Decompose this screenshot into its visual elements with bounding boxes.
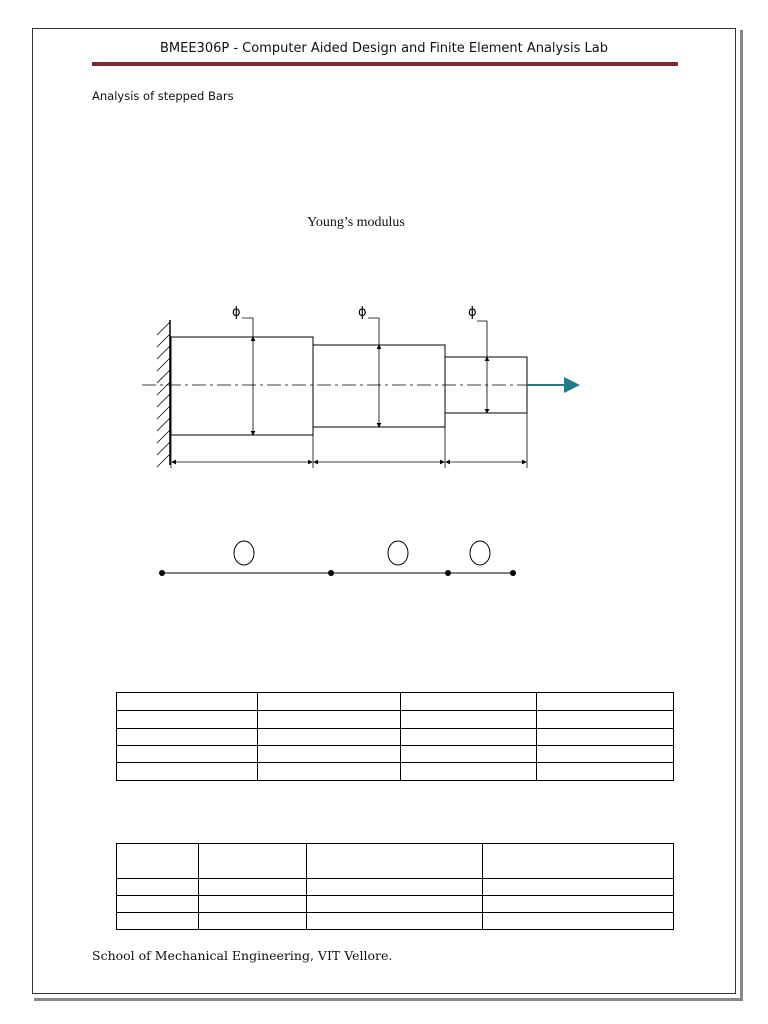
table-cell [117,729,258,746]
element-circle-2 [388,541,408,565]
results-table [116,843,674,930]
table-cell [537,746,674,763]
table-cell [401,693,537,711]
table-row [117,913,674,930]
table-cell [258,729,401,746]
table-cell [199,879,307,896]
table-row [117,746,674,763]
diameter-callout-3 [477,321,487,413]
node-1 [159,570,165,576]
diameter-symbol-3: ϕ [468,305,477,320]
table-cell [117,763,258,781]
table-cell [307,879,483,896]
table-cell [401,763,537,781]
diameter-symbol-1: ϕ [232,305,241,320]
table-cell [537,763,674,781]
table-cell [483,913,674,930]
table-cell [307,896,483,913]
table-cell [199,913,307,930]
footer-text: School of Mechanical Engineering, VIT Vellore. [92,948,393,963]
table-cell [401,729,537,746]
element-circle-3 [470,541,490,565]
table-cell [117,746,258,763]
node-2 [328,570,334,576]
node-4 [510,570,516,576]
length-dimensions [171,413,527,468]
fe-model [159,541,516,576]
table-cell [258,763,401,781]
table-cell [483,896,674,913]
fixed-support [157,320,170,467]
table-cell [537,711,674,729]
table-row [117,693,674,711]
table-cell [117,896,199,913]
table-cell [199,896,307,913]
header-title: BMEE306P - Computer Aided Design and Finite Element Analysis Lab [159,41,608,56]
table-row [117,879,674,896]
table-cell [117,879,199,896]
diameter-symbol-2: ϕ [358,305,367,320]
table-cell [401,746,537,763]
table-cell [117,693,258,711]
table-row [117,711,674,729]
diameter-callout-1 [242,318,253,435]
bar-segment-1 [171,337,313,435]
table-cell [258,746,401,763]
table-cell [483,879,674,896]
table-row [117,729,674,746]
table-cell [483,844,674,879]
table-cell [537,693,674,711]
table-cell [117,711,258,729]
table-cell [307,844,483,879]
table-cell [117,844,199,879]
element-circle-1 [234,541,254,565]
table-cell [117,913,199,930]
node-3 [445,570,451,576]
table-row [117,844,674,879]
section-title: Analysis of stepped Bars [92,89,234,103]
table-cell [199,844,307,879]
table-cell [537,729,674,746]
table-cell [401,711,537,729]
table-row [117,763,674,781]
properties-table [116,692,674,781]
table-row [117,896,674,913]
figure-caption: Young’s modulus [307,215,405,230]
table-cell [258,711,401,729]
diameter-callout-2 [368,318,379,427]
table-cell [307,913,483,930]
table-cell [258,693,401,711]
